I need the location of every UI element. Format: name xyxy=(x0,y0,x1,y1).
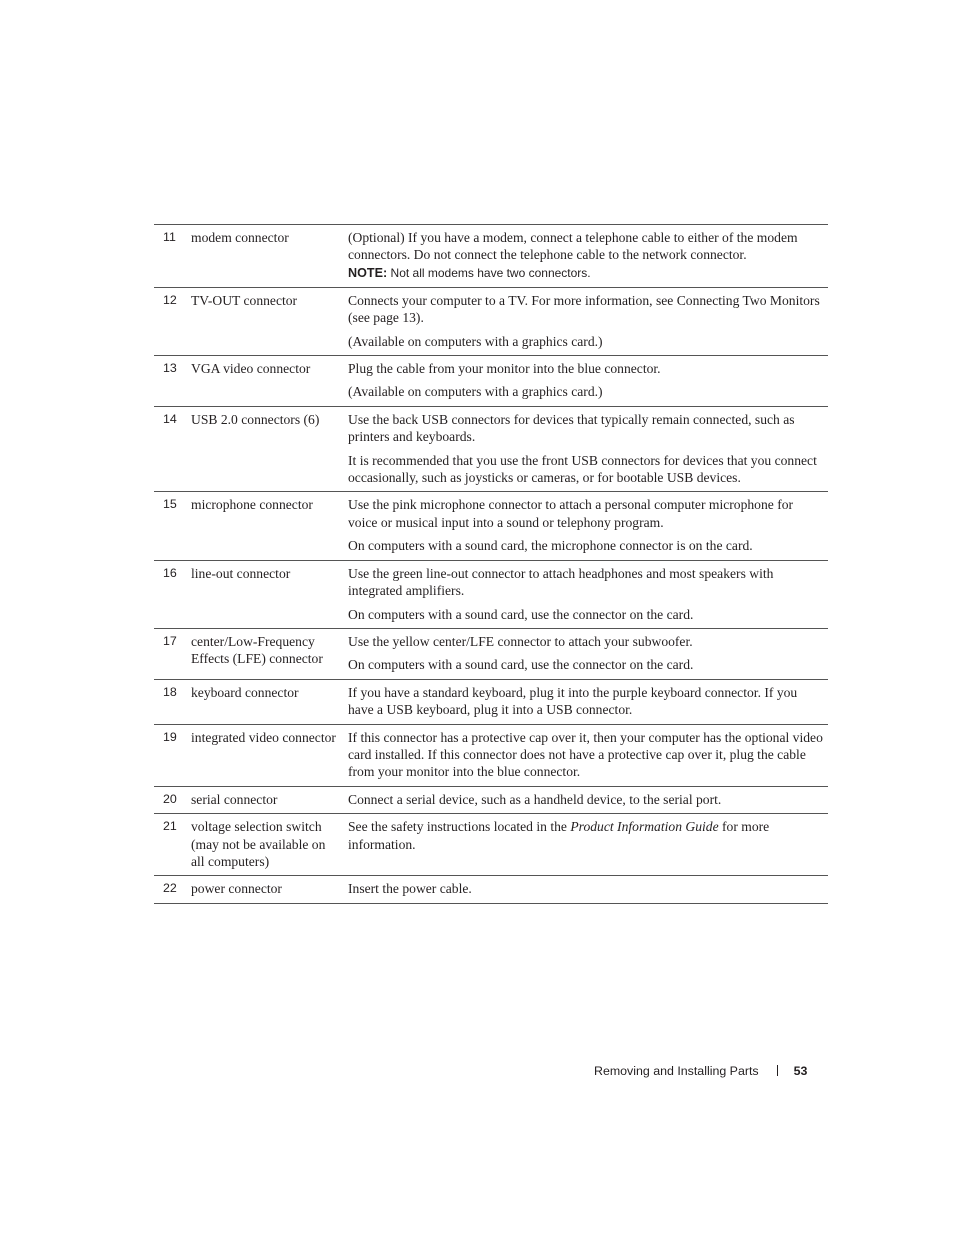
connector-description xyxy=(348,225,828,288)
table-row xyxy=(154,356,828,407)
connector-name: integrated video connector xyxy=(191,729,336,745)
connector-description xyxy=(348,356,828,407)
table-row xyxy=(154,876,828,903)
description-paragraph: Plug the cable from your monitor into the blue connector. xyxy=(348,361,661,377)
connector-name: center/Low-Frequency Effects (LFE) connector xyxy=(191,633,323,667)
description-paragraph: Use the back USB connectors for devices that typically remain connected, such as printers and keyboards. xyxy=(348,411,795,445)
connector-name: TV-OUT connector xyxy=(191,292,298,308)
connector-name: keyboard connector xyxy=(191,684,299,700)
row-number: 11 xyxy=(163,230,176,244)
description-paragraph: On computers with a sound card, use the connector on the card. xyxy=(348,657,694,673)
description-text: See the safety instructions located in the xyxy=(348,819,571,835)
description-paragraph xyxy=(348,818,824,853)
table-row xyxy=(154,560,828,628)
footer-divider xyxy=(777,1065,778,1076)
description-paragraph: Use the pink microphone connector to attach a personal computer microphone for voice or musical input into a sound or telephony program. xyxy=(348,497,794,530)
note xyxy=(348,265,824,282)
description-paragraph: If this connector has a protective cap over it, then your computer has the optional video card installed. If this connector does not have a protective cap over it, plug the cable from your monitor into the blue connector. xyxy=(348,729,823,780)
connector-name: VGA video connector xyxy=(191,361,311,377)
product-information-guide-title: Product Information Guide xyxy=(570,819,719,835)
description-paragraph: Connects your computer to a TV. For more information, see Connecting Two Monitors (see page 13). xyxy=(348,292,820,326)
description-paragraph: Insert the power cable. xyxy=(348,881,472,897)
description-paragraph: On computers with a sound card, the microphone connector is on the card. xyxy=(348,538,753,554)
row-number: 18 xyxy=(163,684,177,699)
row-number: 21 xyxy=(163,819,177,834)
connector-description xyxy=(348,679,828,724)
row-number: 19 xyxy=(163,729,177,744)
description-paragraph: (Available on computers with a graphics card.) xyxy=(348,333,603,349)
table-row xyxy=(154,724,828,786)
connector-description xyxy=(348,628,828,679)
connector-name: voltage selection switch (may not be available on all computers) xyxy=(191,819,326,869)
connector-description xyxy=(348,876,828,903)
description-paragraph: It is recommended that you use the front USB connectors for devices that you connect occasionally, such as joysticks or cameras, or for bootable USB devices. xyxy=(348,452,817,486)
row-number: 16 xyxy=(163,565,177,580)
row-number: 12 xyxy=(163,292,177,307)
description-paragraph: On computers with a sound card, use the connector on the card. xyxy=(348,606,694,622)
connector-description xyxy=(348,406,828,492)
note-label: NOTE: xyxy=(348,265,388,280)
connector-table xyxy=(154,224,828,904)
table-row xyxy=(154,492,828,560)
table-row xyxy=(154,786,828,813)
connector-description xyxy=(348,492,828,560)
page-footer xyxy=(594,1062,807,1080)
description-paragraph: Use the yellow center/LFE connector to attach your subwoofer. xyxy=(348,633,693,649)
connector-name: modem connector xyxy=(191,230,289,245)
connector-name: serial connector xyxy=(191,791,278,807)
table-row xyxy=(154,225,828,288)
connector-description xyxy=(348,724,828,786)
row-number: 20 xyxy=(163,791,177,806)
row-number: 14 xyxy=(163,411,177,426)
table-row xyxy=(154,287,828,355)
connector-name: USB 2.0 connectors (6) xyxy=(191,411,320,427)
connector-description xyxy=(348,287,828,355)
connector-name: power connector xyxy=(191,881,282,897)
table-row xyxy=(154,406,828,492)
description-paragraph: (Optional) If you have a modem, connect a telephone cable to either of the modem connectors. Do not connect the telephone cable to the network connector. xyxy=(348,230,798,263)
footer-section-title: Removing and Installing Parts xyxy=(594,1064,759,1078)
connector-description xyxy=(348,560,828,628)
connector-name: line-out connector xyxy=(191,565,291,581)
connector-description xyxy=(348,814,828,876)
note-text: Not all modems have two connectors. xyxy=(390,265,591,280)
description-text: for more information. xyxy=(348,819,770,852)
table-row xyxy=(154,814,828,876)
row-number: 15 xyxy=(163,497,177,512)
row-number: 22 xyxy=(163,881,177,896)
description-paragraph: Connect a serial device, such as a handheld device, to the serial port. xyxy=(348,791,722,807)
description-paragraph: Use the green line-out connector to attach headphones and most speakers with integrated amplifiers. xyxy=(348,565,774,599)
description-paragraph: If you have a standard keyboard, plug it into the purple keyboard connector. If you have a USB keyboard, plug it into a USB connector. xyxy=(348,684,798,718)
table-row xyxy=(154,628,828,679)
row-number: 17 xyxy=(163,633,177,648)
connector-description xyxy=(348,786,828,813)
page-number: 53 xyxy=(793,1064,808,1078)
table-row xyxy=(154,679,828,724)
connector-name: microphone connector xyxy=(191,497,313,513)
row-number: 13 xyxy=(163,361,177,376)
description-paragraph: (Available on computers with a graphics card.) xyxy=(348,384,603,400)
